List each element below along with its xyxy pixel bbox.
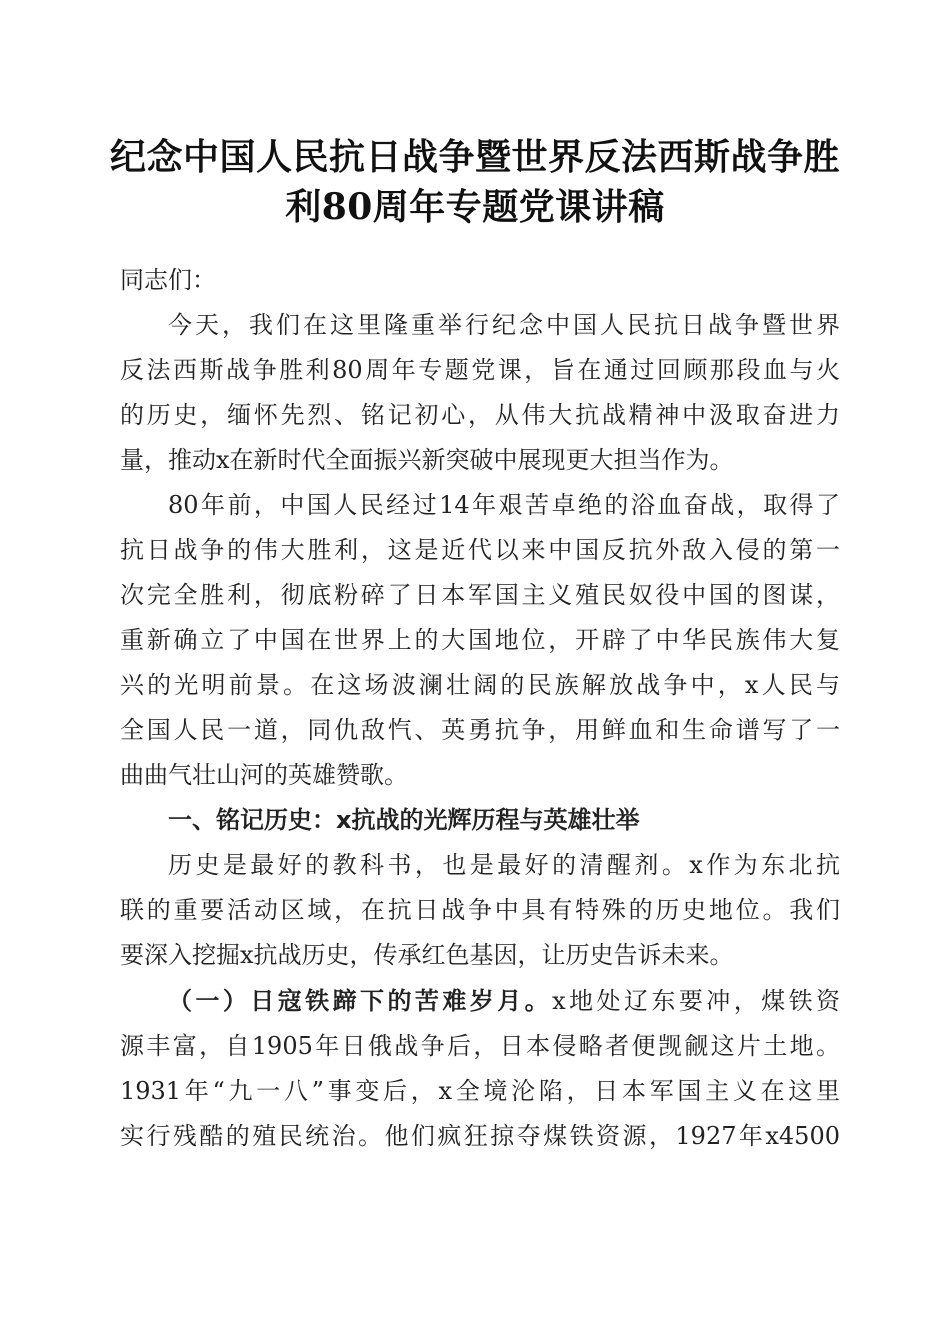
text-line: 实行残酷的殖民统治。他们疯狂掠夺煤铁资源，1927年x4500: [120, 1122, 840, 1150]
text-line: 源丰富，自1905年日俄战争后，日本侵略者便觊觎这片土地。: [120, 1032, 840, 1060]
subsection-heading-1: （一）日寇铁蹄下的苦难岁月。: [168, 986, 553, 1015]
document-title: [60, 132, 890, 232]
document-body: [120, 258, 840, 1159]
text-line: 量，推动x在新时代全面振兴新突破中展现更大担当作为。: [120, 446, 734, 474]
paragraph-history: [120, 483, 840, 798]
paragraph-subsection-1: [120, 978, 840, 1159]
text-line: 今天，我们在这里隆重举行纪念中国人民抗日战争暨世界: [168, 311, 840, 339]
subsection-text: x地处辽东要冲，煤铁资: [552, 987, 840, 1015]
text-line: 反法西斯战争胜利80周年专题党课，旨在通过回顾那段血与火: [120, 356, 840, 384]
text-line: 要深入挖掘x抗战历史，传承红色基因，让历史告诉未来。: [120, 941, 734, 969]
text-line: 重新确立了中国在世界上的大国地位，开辟了中华民族伟大复: [120, 626, 840, 654]
text-line: [120, 978, 840, 1024]
section-heading-1: 一、铭记历史：x抗战的光辉历程与英雄壮举: [168, 806, 640, 834]
text-line: 抗日战争的伟大胜利，这是近代以来中国反抗外敌入侵的第一: [120, 536, 840, 564]
text-line: 80年前，中国人民经过14年艰苦卓绝的浴血奋战，取得了: [168, 491, 840, 519]
salutation: 同志们：: [120, 266, 216, 294]
paragraph-intro: [120, 303, 840, 483]
text-line: 历史是最好的教科书，也是最好的清醒剂。x作为东北抗: [168, 851, 840, 879]
paragraph-section1-intro: [120, 843, 840, 978]
title-line-2: 利80周年专题党课讲稿: [285, 186, 665, 228]
text-line: 联的重要活动区域，在抗日战争中具有特殊的历史地位。我们: [120, 896, 840, 924]
text-line: 兴的光明前景。在这场波澜壮阔的民族解放战争中，x人民与: [120, 671, 840, 699]
text-line: 全国人民一道，同仇敌忾、英勇抗争，用鲜血和生命谱写了一: [120, 716, 840, 744]
title-line-1: 纪念中国人民抗日战争暨世界反法西斯战争胜: [109, 136, 840, 178]
text-line: 曲曲气壮山河的英雄赞歌。: [120, 761, 408, 789]
text-line: 1931年“九一八”事变后，x全境沦陷，日本军国主义在这里: [120, 1077, 840, 1105]
text-line: 次完全胜利，彻底粉碎了日本军国主义殖民奴役中国的图谋，: [120, 581, 840, 609]
text-line: 的历史，缅怀先烈、铭记初心，从伟大抗战精神中汲取奋进力: [120, 401, 840, 429]
